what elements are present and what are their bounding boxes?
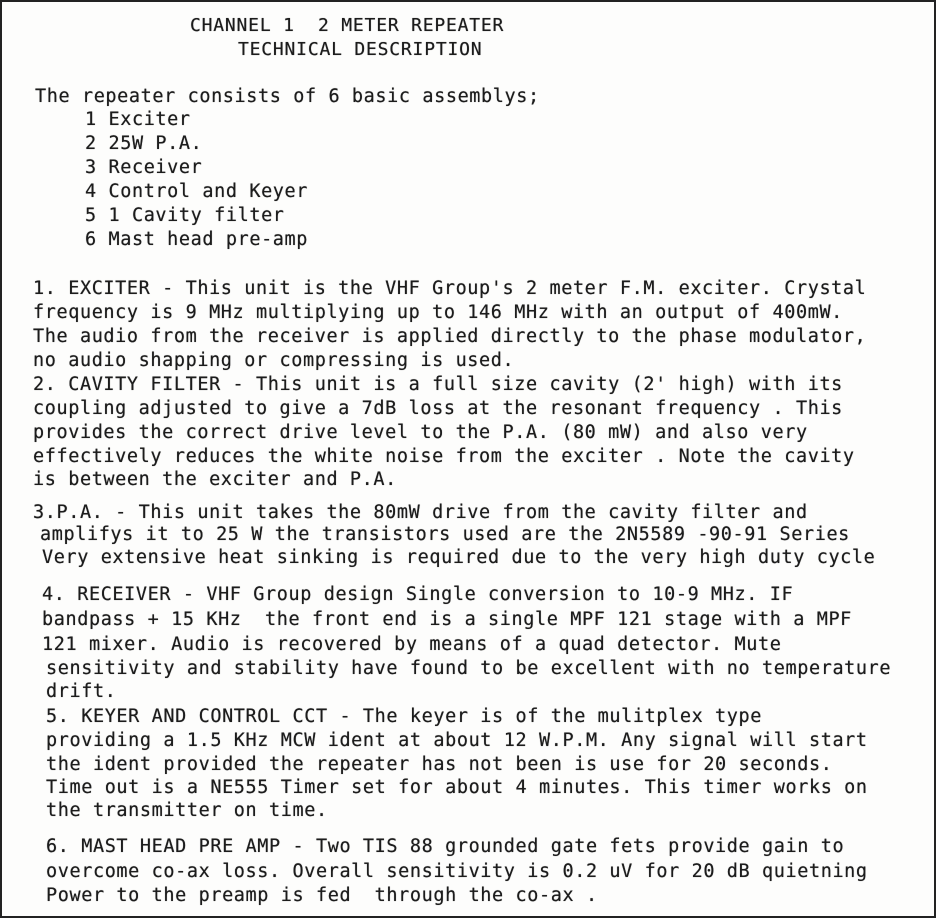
- assembly-item: 4 Control and Keyer: [85, 181, 309, 202]
- cavity-filter-line: coupling adjusted to give a 7dB loss at the resonant frequency . This: [33, 398, 843, 419]
- assembly-item: 1 Exciter: [85, 109, 191, 130]
- keyer-line: 5. KEYER AND CONTROL CCT - The keyer is of the mulitplex type: [46, 706, 763, 727]
- exciter-line: 1. EXCITER - This unit is the VHF Group's 2 meter F.M. exciter. Crystal: [33, 278, 867, 299]
- document-title: CHANNEL 1 2 METER REPEATER: [190, 15, 505, 36]
- preamp-line: 6. MAST HEAD PRE AMP - Two TIS 88 grounded gate fets provide gain to: [46, 836, 845, 857]
- assembly-item: 6 Mast head pre-amp: [85, 229, 309, 250]
- intro-line: The repeater consists of 6 basic assemblys;: [35, 86, 540, 107]
- preamp-line: overcome co-ax loss. Overall sensitivity is 0.2 uV for 20 dB quietning: [46, 861, 868, 882]
- preamp-line: Power to the preamp is fed through the co-ax .: [46, 885, 598, 906]
- cavity-filter-line: 2. CAVITY FILTER - This unit is a full size cavity (2' high) with its: [33, 374, 843, 395]
- receiver-line: bandpass + 15 KHz the front end is a single MPF 121 stage with a MPF: [42, 609, 852, 630]
- exciter-line: no audio shapping or compressing is used.: [33, 350, 515, 371]
- exciter-line: The audio from the receiver is applied directly to the phase modulator,: [33, 326, 867, 347]
- pa-line: amplifys it to 25 W the transistors used are the 2N5589 -90-91 Series: [40, 524, 850, 545]
- cavity-filter-line: effectively reduces the white noise from the exciter . Note the cavity: [33, 446, 855, 467]
- keyer-line: the ident provided the repeater has not been is use for 20 seconds.: [46, 754, 833, 775]
- pa-line: Very extensive heat sinking is required due to the very high duty cycle: [42, 547, 876, 568]
- exciter-line: frequency is 9 MHz multiplying up to 146 MHz with an output of 400mW.: [33, 302, 843, 323]
- cavity-filter-line: provides the correct drive level to the P.A. (80 mW) and also very: [33, 422, 808, 443]
- keyer-line: Time out is a NE555 Timer set for about 4 minutes. This timer works on: [46, 777, 868, 798]
- document-subtitle: TECHNICAL DESCRIPTION: [238, 39, 483, 60]
- assembly-item: 3 Receiver: [85, 157, 203, 178]
- receiver-line: sensitivity and stability have found to be excellent with no temperature: [46, 658, 892, 679]
- receiver-line: 4. RECEIVER - VHF Group design Single conversion to 10-9 MHz. IF: [42, 584, 794, 605]
- assembly-item: 2 25W P.A.: [85, 133, 203, 154]
- pa-line: 3.P.A. - This unit takes the 80mW drive from the cavity filter and: [33, 502, 808, 523]
- assembly-item: 5 1 Cavity filter: [85, 205, 285, 226]
- keyer-line: providing a 1.5 KHz MCW ident at about 12 W.P.M. Any signal will start: [46, 730, 868, 751]
- receiver-line: drift.: [46, 681, 117, 702]
- keyer-line: the transmitter on time.: [46, 800, 328, 821]
- receiver-line: 121 mixer. Audio is recovered by means of a quad detector. Mute: [42, 634, 782, 655]
- cavity-filter-line: is between the exciter and P.A.: [33, 469, 397, 490]
